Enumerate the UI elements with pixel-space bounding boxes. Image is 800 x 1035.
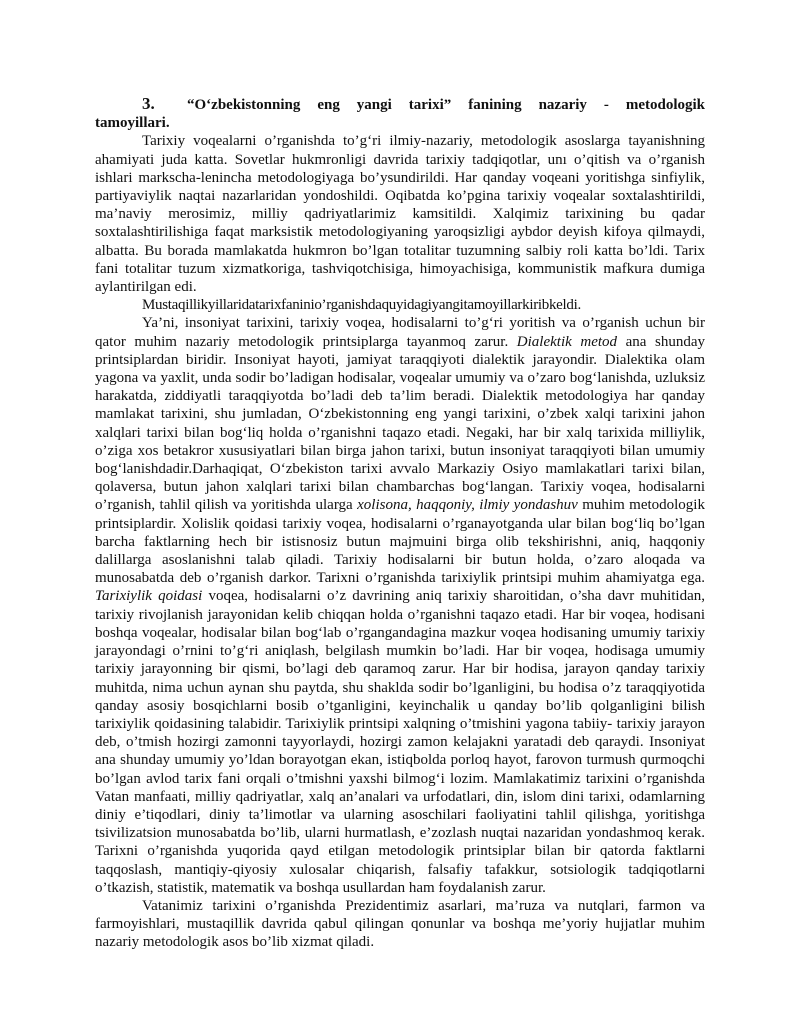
section-title: “O‘zbekistonning eng yangi tarixi” fanining nazariy - metodologik tamoyillari. bbox=[95, 97, 705, 132]
methodology-text-2: ana shunday printsiplardan biridir. Insoniyat hayoti, jamiyat taraqqiyoti dialektik jarayondir. Dialektika olam yagona va yaxlit, unda sodir bo’ladigan hodisalar, voqealar umumiy va o’zaro bog‘lanishda, uzluksiz harakatda, ziddiyatli taraqqiyotda bo’ladi deb ta’lim beradi. Dialektik metodologiya har qanday mamlakat tarixini, shu jumladan, O‘zbekistonning eng yangi tarixini, o’zbek xalqi tarixini jahon xalqlari tarixi bilan bog‘liq holda o’rganishni taqazo etadi. Negaki, har bir xalq tarixida milliylik, o’ziga xos betakror xususiyatlari bilan birga jahon tarixi, butun insoniyat taraqqiyoti bilan umumiy bog‘lanishdadir.Darhaqiqat, O‘zbekiston tarixi avvalo Markaziy Osiyo mamlakatlari tarixi bilan, qolaversa, butun jahon xalqlari tarixi bilan chambarchas bog‘langan. Tarixiy voqea, hodisalarni o’rganish, tahlil qilish va yoritishda ularga bbox=[95, 333, 705, 514]
section-number: 3. bbox=[142, 94, 155, 113]
term-objective-approach: xolisona, haqqoniy, ilmiy yondashuv bbox=[357, 497, 578, 514]
paragraph-conclusion: Vatanimiz tarixini o’rganishda Prezidentimiz asarlari, ma’ruza va nutqlari, farmon va farmoyishlari, mustaqillik davrida qabul qilingan qonunlar va boshqa me’yoriy hujjatlar muhim nazariy metodologik asos bo’lib xizmat qiladi. bbox=[95, 897, 705, 951]
paragraph-intro: Tarixiy voqealarni o’rganishda to’g‘ri ilmiy-nazariy, metodologik asoslarga tayanishning ahamiyati juda katta. Sovetlar hukmronligi davrida tarixiy tadqiqotlar, unı o’qitish va o’rganish ishlari markscha-lenincha metodologiyaga bo’ysundirildi. Har qanday voqeani yoritishga sinfiylik, partiyaviylik naqtai nazarlaridan yondoshildi. Oqibatda ko’pgina tarixiy voqealar soxtalashtirildi, ma’naviy merosimiz, milliy qadriyatlarimiz kamsitildi. Xalqimiz tarixining bu qadar soxtalashtirilishiga faqat marksistik metodologiyaning yaroqsizligi aybdor deyish kifoya qilmaydi, albatta. Bu borada mamlakatda hukmron bo’lgan totalitar tuzumning salbiy roli katta bo’ldi. Tarix fani totalitar tuzum xizmatkoriga, tashviqotchisiga, himoyachisiga, kommunistik mafkura dumiga aylantirilgan edi. bbox=[95, 133, 705, 296]
term-historicism-rule: Tarixiylik qoidasi bbox=[95, 588, 203, 605]
paragraph-new-principles: Mustaqillikyillaridatarixfaninio’rganishdaquyidagiyangitamoyillarkiribkeldi. bbox=[142, 297, 581, 314]
methodology-text-4: voqea, hodisalarni o’z davrining aniq tarixiy sharoitidan, o’sha davr muhitidan, tarixiy rivojlanish jarayonidan kelib chiqqan holda o’rganishni taqazo etadi. Har bir voqea, hodisani boshqa voqealar, hodisalar bilan bog‘lab o’rgangandagina mazkur voqea hodisaning umumiy tarixiy jarayondagi o’rnini to’g‘ri aniqlash, belgilash mumkin bo’ladi. Har bir voqea, hodisaga umumiy tarixiy jarayonning bir qismi, bo’lagi deb qaramoq zarur. Har bir hodisa, jarayon qanday tarixiy muhitda, nima uchun aynan shu paytda, shu shaklda sodir bo’lganligini, bu hodisa o’z taraqqiyotida qanday asosiy bosqichlarni bosib o’tganligini, keyinchalik u qanday bo’lib qolganligini bilish tarixiylik qoidasining talabidir. Tarixiylik printsipi xalqning o’tmishini yagona tabiiy- tarixiy jarayon deb, o’tmish hozirgi zamonni tayyorlaydi, hozirgi zamon kelajakni yaratadi deb qaraydi. Insoniyat ana shunday umumiy yo’ldan borayotgan ekan, istiqbolda porloq hayot, farovon turmush qurmoqchi bo’lgan avlod tarix fani orqali o’tmishni yaxshi bilmog‘i lozim. Mamlakatimiz tarixini o’rganishda Vatan manfaati, milliy qadriyatlar, xalq an’analari va urfodatlari, din, islom dini tarixi, odamlarning diniy e’tiqodlari, diniy ta’limotlar va ularning asoschilari faoliyatini tahlil qilishga, yoritishga tsivilizatsion munosabatda bo’lib, ularni hurmatlash, e’zozlash nuqtai nazaridan yondashmoq kerak. Tarixni o’rganishda yuqorida qayd etilgan metodologik printsiplar bilan bir qatorda faktlarni taqqoslash, mantiqiy-qiyosiy xulosalar chiqarish, falsafiy tafakkur, sotsiologik tadqiqotlarni o’tkazish, statistik, matematik va boshqa usullardan ham foydalanish zarur. bbox=[95, 588, 705, 896]
methodology-text-3: muhim metodologik printsiplardir. Xolislik qoidasi tarixiy voqea, hodisalarni o’rganayotganda ular bilan bog‘liq bo’lgan barcha faktlarning hech bir istisnosiz butun majmuini birga olib tekshirishni, aniq, haqqoniy dalillarga asoslanishni talab qiladi. Tarixiy hodisalarni bir butun holda, o’zaro aloqada va munosabatda deb o’rganish darkor. Tarixni o’rganishda tarixiylik printsipi muhim ahamiyatga ega. bbox=[95, 497, 705, 587]
paragraph-methodology bbox=[95, 314, 705, 897]
term-dialectical-method: Dialektik metod bbox=[516, 333, 618, 350]
document-page bbox=[95, 95, 705, 952]
methodology-text-1: Ya’ni, insoniyat tarixini, tarixiy voqea, hodisalarni to’g‘ri yoritish va o’rganish uchun bir qator muhim nazariy metodologik printsiplarga tayanmoq zarur. bbox=[95, 315, 705, 350]
section-heading bbox=[95, 95, 705, 132]
